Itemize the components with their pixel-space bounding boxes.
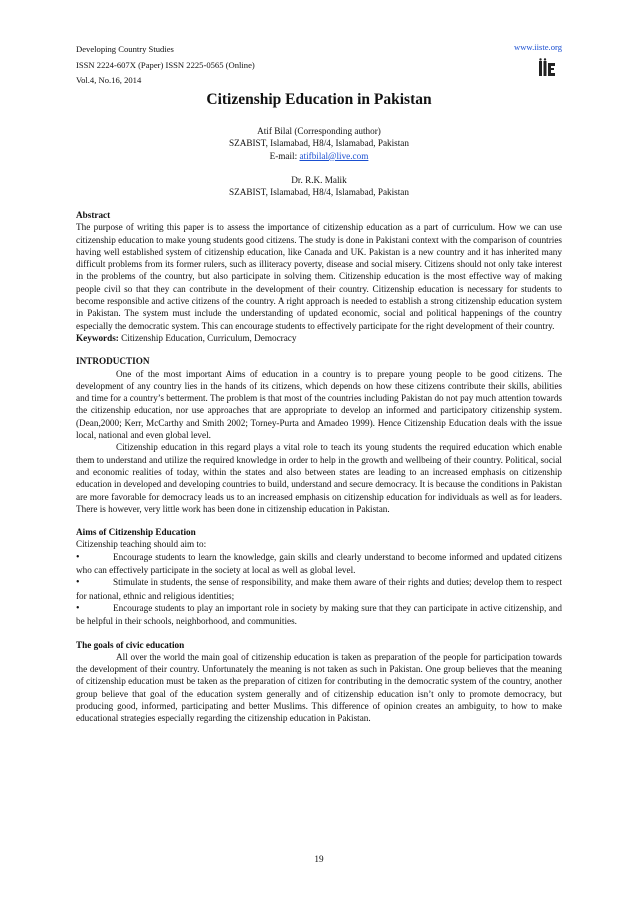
author-1-email-link[interactable]: atifbilal@live.com <box>299 150 369 161</box>
website-header <box>514 42 562 52</box>
bullet-icon: • <box>76 577 80 589</box>
bullet-icon: • <box>76 602 80 614</box>
bullet-icon: • <box>76 551 80 563</box>
aims-intro: Citizenship teaching should aim to: <box>76 539 207 550</box>
page-number: 19 <box>314 854 324 864</box>
introduction-paragraph-1: One of the most important Aims of education in a country is to prepare young people to be good citizens. The development of any country lies in the hands of its citizens, which depends on how these citizens contribute their skills, abilities and time for a country’s betterment. The problem is that most of the countries including Pakistan do not pay much attention towards the citizenship education, nor use approaches that are appropriate to develop an informed and participatory citizenship system. (Dean,2000; Kerr, McCarthy and Smith 2002; Torney-Purta and Amadeo 1999). Hence Citizenship Education deals with the issue local, national and even global level. <box>76 368 562 441</box>
keywords-line <box>76 332 562 344</box>
journal-header <box>76 42 255 89</box>
aims-heading: Aims of Citizenship Education <box>76 527 196 538</box>
aims-bullet-1-text: Encourage students to learn the knowledge, gain skills and clearly understand to become informed and updated citizens who can effectively participate in the society at local as well as global level. <box>76 551 562 576</box>
introduction-paragraph-2: Citizenship education in this regard plays a vital role to teach its young students the required education which enable them to understand and utilize the required knowledge in order to help in the growth and wellbeing of their country. Political, social and economic realities of today, within the states and also between states are leading to an increased emphasis on citizenship education in developed and developing countries to build, understand and secure democracy. It is because the conditions in Pakistan are more favorable for democracy leads us to an increased emphasis on citizenship education for individuals as well as for leaders. There is however, very little work has been done in citizenship education in Pakistan. <box>76 442 562 514</box>
author-2-name: Dr. R.K. Malik <box>291 174 347 185</box>
iiste-logo-icon <box>538 58 558 78</box>
author-1-name: Atif Bilal (Corresponding author) <box>257 126 381 136</box>
abstract-text: The purpose of writing this paper is to assess the importance of citizenship education as a part of curriculum. How we can use citizenship education to make young students good citizens. The study is done in Pakistani context with the comparison of countries having well established system of citizenship education, like Canada and UK. Pakistan is a new country and it has inherited many difficult problems from its former rulers, such as illiteracy poverty, disease and social misery. Citizens should not only take interest in the problems of the country, but also participate in solving them. Citizenship education is the most effective way of making people civil so that they can contribute in the development of their country. Citizenship education is necessary for students to become responsible and active citizens of the country. A right approach is needed to establish a strong citizenship education system in Pakistan. The system must include the understanding of updated economic, social and political happenings of the country especially the democratic system. This can encourage students to effectively participate for the right development of their country. <box>76 222 562 331</box>
aims-bullet-3-text: Encourage students to play an important role in society by making sure that they can participate in active citizenship, and be helpful in their schools, neighborhood, and communities. <box>76 602 562 627</box>
aims-bullet-3 <box>76 602 562 628</box>
keywords-label: Keywords: <box>76 332 119 343</box>
paper-title: Citizenship Education in Pakistan <box>206 91 432 108</box>
goals-heading: The goals of civic education <box>76 639 185 650</box>
author-2-affiliation: SZABIST, Islamabad, H8/4, Islamabad, Pakistan <box>229 187 409 198</box>
author-1-email-line <box>0 150 638 162</box>
journal-issn: ISSN 2224-607X (Paper) ISSN 2225-0565 (Online) <box>76 59 255 70</box>
introduction-heading: INTRODUCTION <box>76 356 150 367</box>
abstract-heading: Abstract <box>76 210 111 220</box>
journal-volume: Vol.4, No.16, 2014 <box>76 75 142 85</box>
paper-body <box>76 209 562 725</box>
aims-bullet-1 <box>76 551 562 577</box>
website-link[interactable]: www.iiste.org <box>514 42 562 52</box>
aims-bullet-2-text: Stimulate in students, the sense of responsibility, and make them aware of their rights and duties; develop them to respect for national, ethnic and religious identities; <box>76 577 562 601</box>
aims-bullet-2 <box>76 576 562 602</box>
email-label: E-mail: <box>269 150 300 161</box>
journal-name: Developing Country Studies <box>76 44 174 54</box>
author-block <box>0 125 638 198</box>
author-1-affiliation: SZABIST, Islamabad, H8/4, Islamabad, Pakistan <box>229 138 409 149</box>
goals-paragraph-1: All over the world the main goal of citizenship education is taken as preparation of the people for participation towards the development of their country. Unfortunately the meaning is not taken as such in Pakistan. One group believes that the meaning of citizenship education must be taken as the preparation of citizen for contributing in the democratic system of the country, another group believe that goal of the education system generally and of citizenship education isn’t only to promote democracy, but producing good, informed, participating and better Muslims. This difference of opinion creates an ambiguity, to how to make educational strategies especially regarding the citizenship education in Pakistan. <box>76 651 562 724</box>
keywords-text: Citizenship Education, Curriculum, Democracy <box>118 332 297 343</box>
